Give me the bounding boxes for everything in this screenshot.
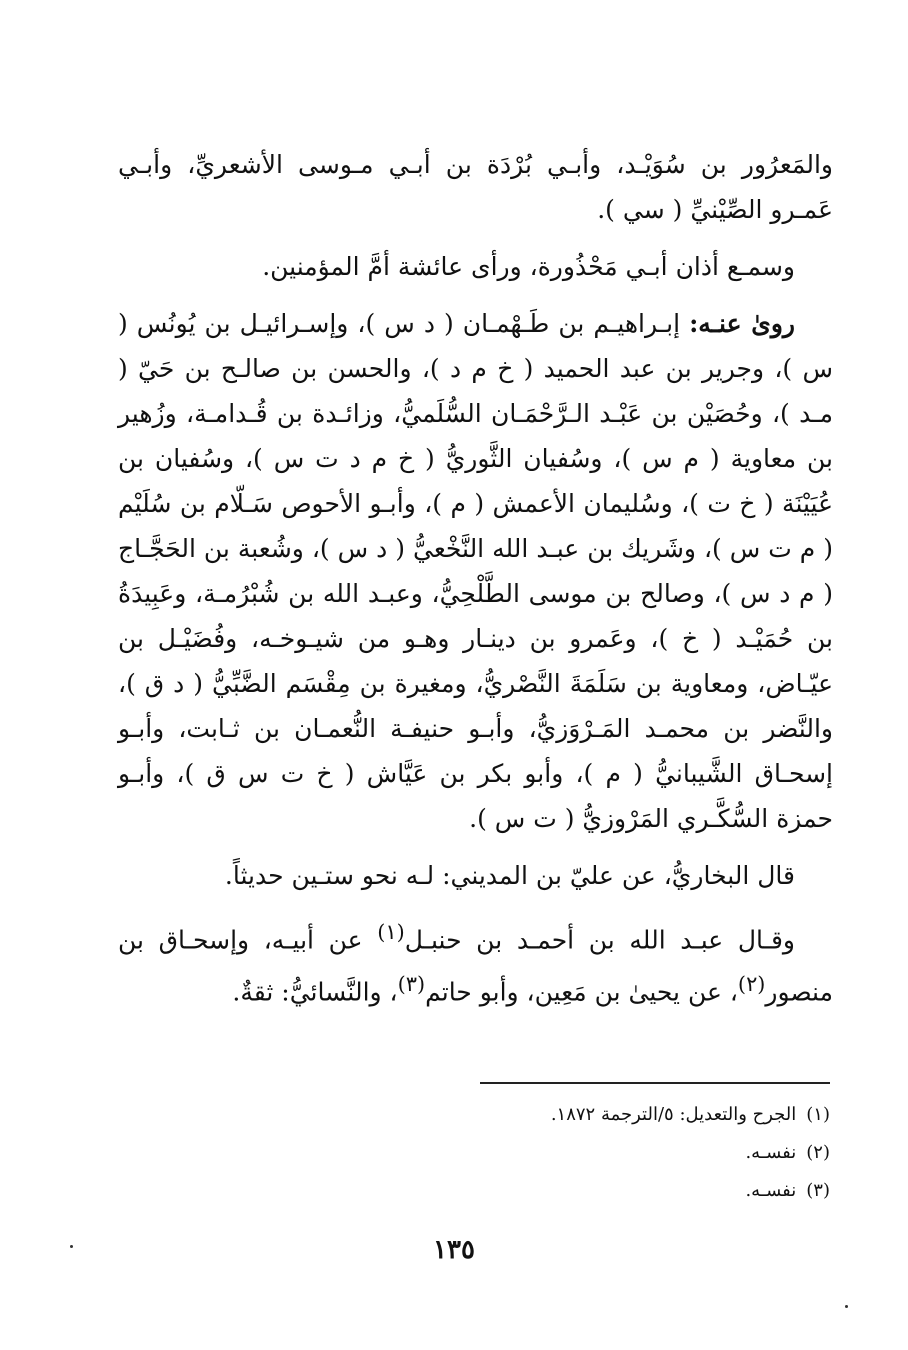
footnote-text: الجرح والتعديل: ٥/الترجمة ١٨٧٢. bbox=[550, 1103, 797, 1125]
paragraph-4: قال البخاريُّ، عن عليّ بن المديني: لـه نحو ستـين حديثاً. bbox=[224, 861, 795, 890]
page-body bbox=[118, 142, 833, 1015]
narrators-list: إبـراهيـم بن طَـهْمـان ( د س )، وإسـرائيـل بن يُونُس ( س )، وجرير بن عبد الحميد ( خ م د )، والحسن بن صالـح بن حَيّ ( مـد )، وحُصَيْن بن عَبْـد الـرَّحْمَـان السُّلَميُّ، وزائـدة بن قُـدامـة، وزُهير بن معاوية ( م س )، وسُفيان الثَّوريُّ ( خ م د ت س )، وسُفيان بن عُيَيْنَة ( خ ت )، وسُليمان الأعمش ( م )، وأبـو الأحوص سَـلّام بن سُلَيْم ( م ت س )، وشَريك بن عبـد الله النَّخْعيُّ ( د س )، وشُعبة بن الحَجَّـاج ( م د س )، وصالح بن موسى الطَّلْحِيُّ، وعبـد الله بن شُبْرُمـة، وعَبِيدَةُ بن حُمَيْـد ( خ )، وعَمرو بن دينـار وهـو من شيـوخـه، وفُضَيْـل بن عيّـاض، ومعاوية بن سَلَمَةَ النَّصْريُّ، ومغيرة بن مِقْسَم الضَّبِّيُّ ( د ق )، والنَّضر بن محمـد المَـرْوَزيُّ، وأبـو حنيفـة النُّعمـان بن ثـابت، وأبـو إسحـاق الشَّيبانيُّ ( م )، وأبو بكر بن عَيَّاش ( خ ت س ق )، وأبـو حمزة السُّكَّـري المَرْوزيُّ ( ت س ). bbox=[118, 309, 833, 833]
footnotes bbox=[480, 1082, 830, 1210]
footnote-number: (٣) bbox=[806, 1179, 830, 1201]
paragraph-5-part-b: عن أبيـه، وإسحـاق بن منصور bbox=[118, 925, 833, 1007]
scan-speck bbox=[70, 1245, 73, 1248]
paragraph-5-part-d: ، والنَّسائيُّ: ثقةٌ. bbox=[232, 977, 398, 1007]
paragraph-5-part-a: وقـال عبـد الله بن أحمـد بن حنبـل bbox=[404, 925, 795, 955]
scan-speck bbox=[845, 1305, 848, 1308]
footnote-3 bbox=[480, 1172, 830, 1210]
footnote-number: (١) bbox=[806, 1103, 830, 1125]
footnote-number: (٢) bbox=[806, 1141, 830, 1163]
footnote-text: نفسـه. bbox=[745, 1141, 797, 1163]
footnote-ref-3[interactable]: (٣) bbox=[397, 972, 426, 997]
footnote-ref-2[interactable]: (٢) bbox=[737, 972, 766, 997]
footnote-divider bbox=[480, 1082, 830, 1084]
narrators-heading: روىٰ عنـه: bbox=[689, 309, 795, 338]
paragraph-1: والمَعرُور بن سُوَيْـد، وأبـي بُرْدَة بن أبـي مـوسى الأشعريِّ، وأبـي عَمـرو الصِّيْنيِّ ( سي ). bbox=[118, 150, 833, 224]
footnote-text: نفسـه. bbox=[745, 1179, 797, 1201]
footnote-2 bbox=[480, 1134, 830, 1172]
page-number: ١٣٥ bbox=[433, 1235, 475, 1265]
paragraph-3 bbox=[118, 301, 833, 841]
footnote-1 bbox=[480, 1096, 830, 1134]
paragraph-5 bbox=[118, 910, 833, 1015]
footnote-ref-1[interactable]: (١) bbox=[377, 920, 405, 944]
paragraph-2: وسمـع أذان أبـي مَحْذُورة، ورأى عائشة أمَّ المؤمنين. bbox=[262, 252, 795, 281]
paragraph-5-part-c: ، عن يحيىٰ بن مَعِين، وأبو حاتم bbox=[425, 977, 738, 1007]
